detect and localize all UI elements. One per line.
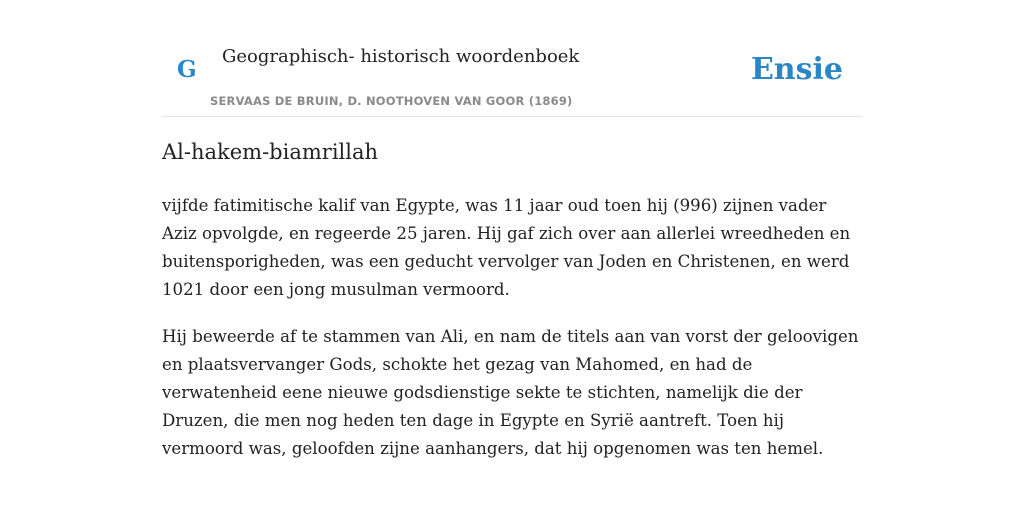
book-header: [162, 38, 862, 117]
book-title[interactable]: Geographisch- historisch woordenboek: [222, 46, 580, 67]
entry-paragraph: Hij beweerde af te stammen van Ali, en nam de titels aan van vorst der geloovigen en plaatsvervanger Gods, schokte het gezag van Mahomed, en had de verwatenheid eene nieuwe godsdienstige sekte te stichten, namelijk die der Druzen, die men nog heden ten dage in Egypte en Syrië aantreft. Toen hij vermoord was, geloofden zijne aanhangers, dat hij opgenomen was ten hemel.: [162, 327, 859, 458]
book-authors: SERVAAS DE BRUIN, D. NOOTHOVEN VAN GOOR (1869): [210, 94, 573, 108]
entry-paragraph: vijfde fatimitische kalif van Egypte, was 11 jaar oud toen hij (996) zijnen vader Aziz opvolgde, en regeerde 25 jaren. Hij gaf zich over aan allerlei wreedheden en buitensporigheden, was een geducht vervolger van Joden en Christenen, en werd 1021 door een jong musulman vermoord.: [162, 196, 851, 299]
book-logo-letter[interactable]: G: [177, 56, 197, 83]
entry-body: [162, 192, 862, 482]
ensie-logo[interactable]: Ensie: [750, 52, 843, 87]
entry-title: Al-hakem-biamrillah: [162, 140, 379, 164]
